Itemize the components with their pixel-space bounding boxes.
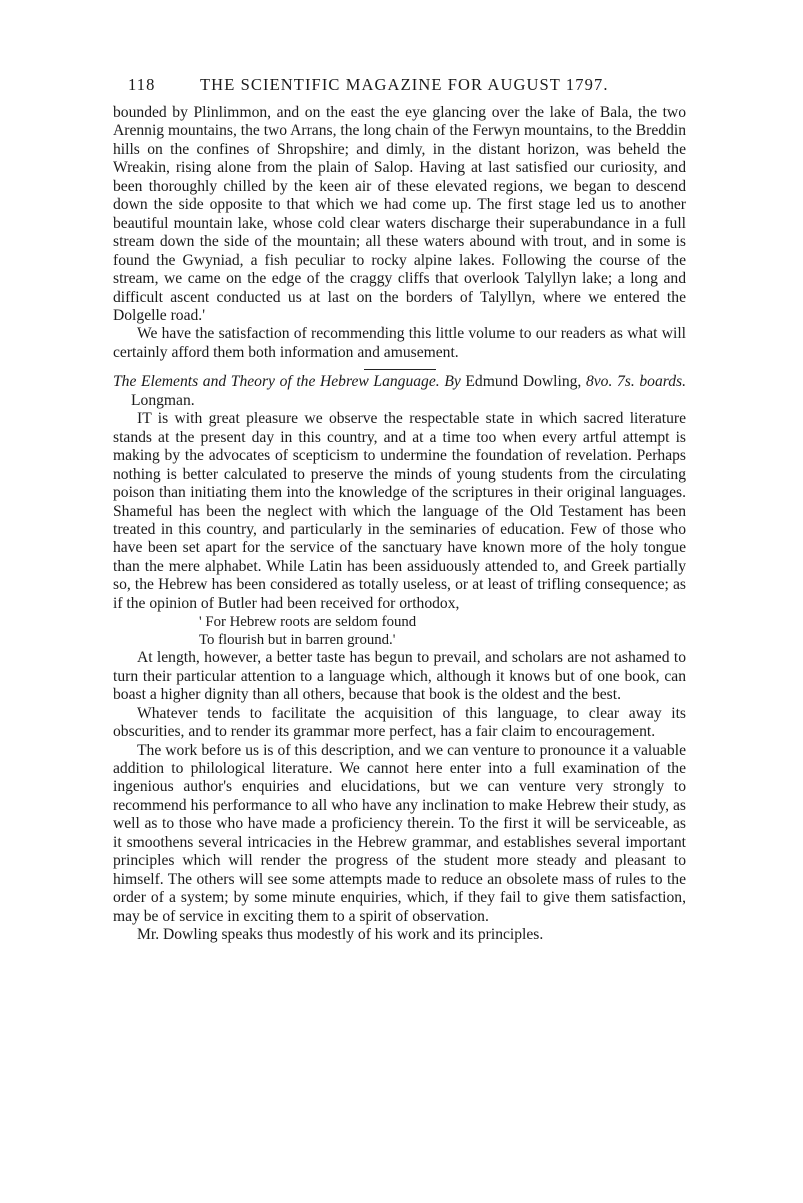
- verse-line-1: ' For Hebrew roots are seldom found: [199, 614, 417, 631]
- review-paragraph-2: At length, however, a better taste has begun to prevail, and scholars are not ashamed to turn their particular attention to a language which, although it knows but of one book, can boast a higher dignity than all others, because that book is the oldest and the best.: [113, 649, 686, 704]
- section-divider: [364, 369, 436, 370]
- closing-paragraph: We have the satisfaction of recommending this little volume to our readers as what will certainly afford them both information and amusement.: [113, 325, 686, 361]
- book-author: Edmund Dowling,: [465, 373, 582, 391]
- review-paragraph-3: Whatever tends to facilitate the acquisition of this language, to clear away its obscurities, and to render its grammar more perfect, has a fair claim to encouragement.: [113, 704, 686, 741]
- publication-details: 8vo. 7s. boards.: [585, 373, 687, 391]
- verse-quotation: [113, 613, 686, 649]
- review-paragraph-5: Mr. Dowling speaks thus modestly of his work and its principles.: [137, 926, 544, 944]
- page-number: 118: [128, 75, 156, 94]
- by-label: By: [444, 373, 461, 391]
- publisher: Longman.: [131, 391, 195, 409]
- quoted-paragraph: bounded by Plinlimmon, and on the east the eye glancing over the lake of Bala, the two Arennig mountains, the two Arrans, the long chain of the Ferwyn mountains, to the Breddin hills on the confines of Shropshire; and dimly, in the distant horizon, was beheld the Wreakin, rising alone from the plain of Salop. Having at last satisfied our curiosity, and been thoroughly chilled by the keen air of these elevated regions, we began to descend down the side opposite to that which we had come up. The first stage led us to another beautiful mountain lake, whose cold clear waters discharge their superabundance in a full stream down the side of the mountain; all these waters abound with trout, and in some is found the Gwyniad, a fish peculiar to rocky alpine lakes. Following the course of the stream, we came on the edge of the craggy cliffs that overlook Talyllyn lake; a long and difficult ascent conducted us at last on the borders of Talyllyn, where we entered the Dolgelle road.': [113, 104, 686, 324]
- book-title: The Elements and Theory of the Hebrew Language.: [113, 373, 440, 391]
- review-paragraph-1: IT is with great pleasure we observe the respectable state in which sacred literature stands at the present day in this country, and at a time too when every artful attempt is making by the advocates of scepticism to undermine the foundation of revelation. Perhaps nothing is better calculated to preserve the minds of young students from the circulating poison than initiating them into the knowledge of the scriptures in their original languages. Shameful has been the neglect with which the language of the Old Testament has been treated in this country, and particularly in the seminaries of education. Few of those who have been set apart for the service of the sanctuary have known more of the holy tongue than the mere alphabet. While Latin has been assiduously attended to, and Greek partially so, the Hebrew has been considered as totally useless, or at least of trifling consequence; as if the opinion of Butler had been received for orthodox,: [113, 410, 686, 612]
- page-body: [113, 104, 686, 944]
- running-header: [128, 75, 686, 101]
- verse-line-2: To flourish but in barren ground.': [199, 632, 396, 649]
- review-heading: [113, 373, 686, 410]
- review-paragraph-4: The work before us is of this description, and we can venture to pronounce it a valuable addition to philological literature. We cannot here enter into a full examination of the ingenious author's enquiries and elucidations, but we can venture very strongly to recommend his performance to all who have any inclination to make Hebrew their study, as well as to those who have made a proficiency therein. To the first it will be serviceable, as it smoothens several intricacies in the Hebrew grammar, and establishes several important principles which will render the progress of the student more steady and pleasant to himself. The others will see some attempts made to reduce an obsolete mass of rules to the order of a system; by some minute enquiries, which, if they fail to give them satisfaction, may be of service in exciting them to a spirit of observation.: [113, 741, 686, 925]
- running-title: THE SCIENTIFIC MAGAZINE FOR AUGUST 1797.: [200, 75, 609, 94]
